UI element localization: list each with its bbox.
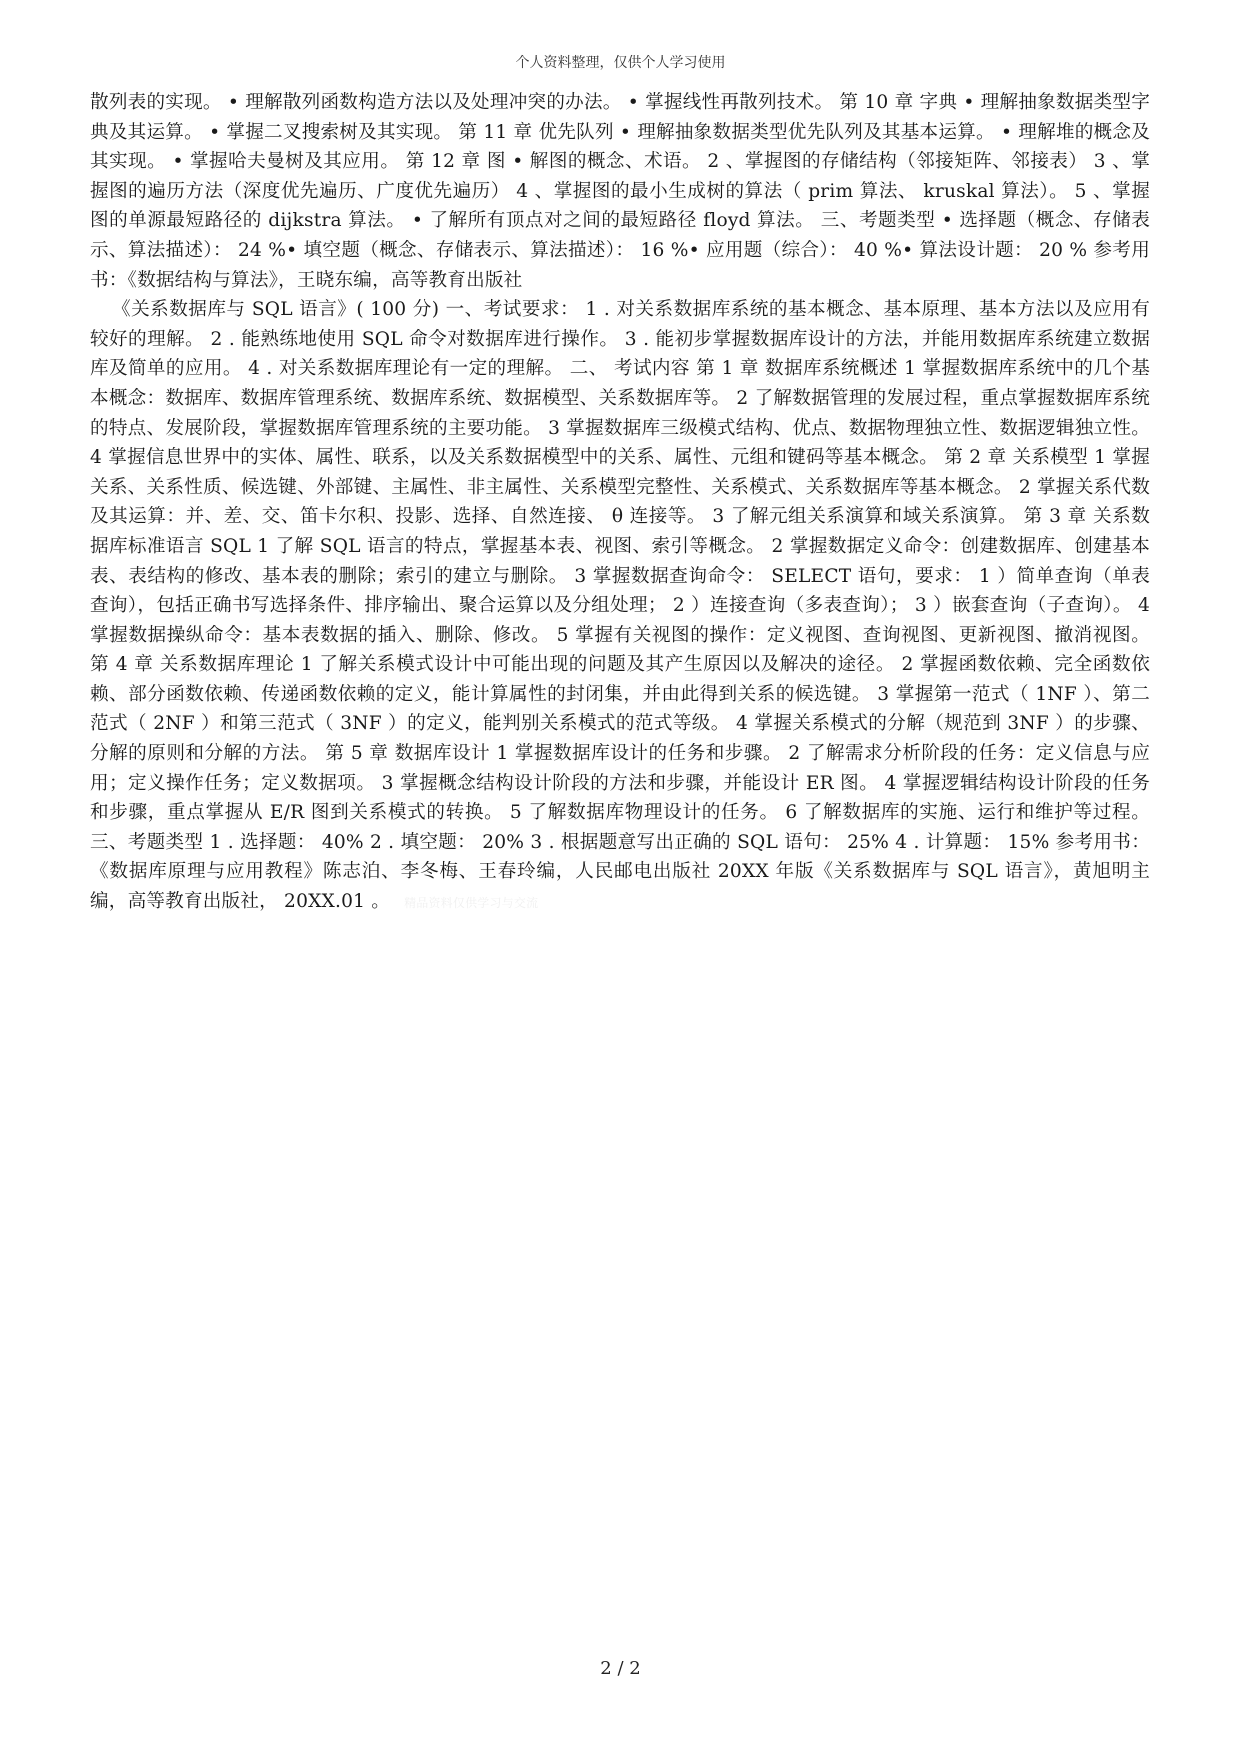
document-body (90, 88, 1150, 919)
paragraph-data-structures: 散列表的实现。 • 理解散列函数构造方法以及处理冲突的办法。 • 掌握线性再散列技术。 第 10 章 字典 • 理解抽象数据类型字典及其运算。 • 掌握二叉搜索树及其实现。 第 11 章 优先队列 • 理解抽象数据类型优先队列及其基本运算。 • 理解堆的概念及其实现。 • 掌握哈夫曼树及其应用。 第 12 章 图 • 解图的概念、术语。 2 、掌握图的存储结构（邻接矩阵、邻接表） 3 、掌握图的遍历方法（深度优先遍历、广度优先遍历） 4 、掌握图的最小生成树的算法（ prim 算法、 kruskal 算法）。 5 、掌握图的单源最短路径的 dijkstra 算法。 • 了解所有顶点对之间的最短路径 floyd 算法。 三、考题类型 • 选择题（概念、存储表示、算法描述）： 24 %• 填空题（概念、存储表示、算法描述）： 16 %• 应用题（综合）： 40 %• 算法设计题： 20 % 参考用书：《数据结构与算法》，王晓东编，高等教育出版社 (90, 92, 1150, 291)
watermark-text: 精品资料仅供学习与交流 (404, 896, 539, 911)
page-header: 个人资料整理，仅供个人学习使用 (515, 55, 726, 71)
paragraph-relational-database-text: 《关系数据库与 SQL 语言》( 100 分) 一、考试要求： 1 . 对关系数据库系统的基本概念、基本原理、基本方法以及应用有较好的理解。 2 . 能熟练地使用 SQL 命令对数据库进行操作。 3 . 能初步掌握数据库设计的方法，并能用数据库系统建立数据库及简单的应用。 4 . 对关系数据库理论有一定的理解。 二、 考试内容 第 1 章 数据库系统概述 1 掌握数据库系统中的几个基本概念：数据库、数据库管理系统、数据库系统、数据模型、关系数据库等。 2 了解数据管理的发展过程，重点掌握数据库系统的特点、发展阶段，掌握数据库管理系统的主要功能。 3 掌握数据库三级模式结构、优点、数据物理独立性、数据逻辑独立性。 4 掌握信息世界中的实体、属性、联系，以及关系数据模型中的关系、属性、元组和键码等基本概念。 第 2 章 关系模型 1 掌握关系、关系性质、候选键、外部键、主属性、非主属性、关系模型完整性、关系模式、关系数据库等基本概念。 2 掌握关系代数及其运算：并、差、交、笛卡尔积、投影、选择、自然连接、 θ 连接等。 3 了解元组关系演算和域关系演算。 第 3 章 关系数据库标准语言 SQL 1 了解 SQL 语言的特点，掌握基本表、视图、索引等概念。 2 掌握数据定义命令：创建数据库、创建基本表、表结构的修改、基本表的删除；索引的建立与删除。 3 掌握数据查询命令： SELECT 语句，要求： 1 ）简单查询（单表查询），包括正确书写选择条件、排序输出、聚合运算以及分组处理； 2 ）连接查询（多表查询）； 3 ）嵌套查询（子查询）。 4 掌握数据操纵命令：基本表数据的插入、删除、修改。 5 掌握有关视图的操作：定义视图、查询视图、更新视图、撤消视图。 第 4 章 关系数据库理论 1 了解关系模式设计中可能出现的问题及其产生原因以及解决的途径。 2 掌握函数依赖、完全函数依赖、部分函数依赖、传递函数依赖的定义，能计算属性的封闭集，并由此得到关系的候选键。 3 掌握第一范式（ 1NF ）、第二范式（ 2NF ）和第三范式（ 3NF ）的定义，能判别关系模式的范式等级。 4 掌握关系模式的分解（规范到 3NF ）的步骤、分解的原则和分解的方法。 第 5 章 数据库设计 1 掌握数据库设计的任务和步骤。 2 了解需求分析阶段的任务：定义信息与应用；定义操作任务；定义数据项。 3 掌握概念结构设计阶段的方法和步骤，并能设计 ER 图。 4 掌握逻辑结构设计阶段的任务和步骤，重点掌握从 E/R 图到关系模式的转换。 5 了解数据库物理设计的任务。 6 了解数据库的实施、运行和维护等过程。 三、考题类型 1 . 选择题： 40% 2 . 填空题： 20% 3 . 根据题意写出正确的 SQL 语句： 25% 4 . 计算题： 15% 参考用书： 《数据库原理与应用教程》陈志泊、李冬梅、王春玲编，人民邮电出版社 20XX 年版《关系数据库与 SQL 语言》，黄旭明主编，高等教育出版社， 20XX.01 。 (90, 299, 1150, 913)
page-number: 2 / 2 (600, 1658, 641, 1679)
paragraph-relational-database (90, 295, 1150, 918)
